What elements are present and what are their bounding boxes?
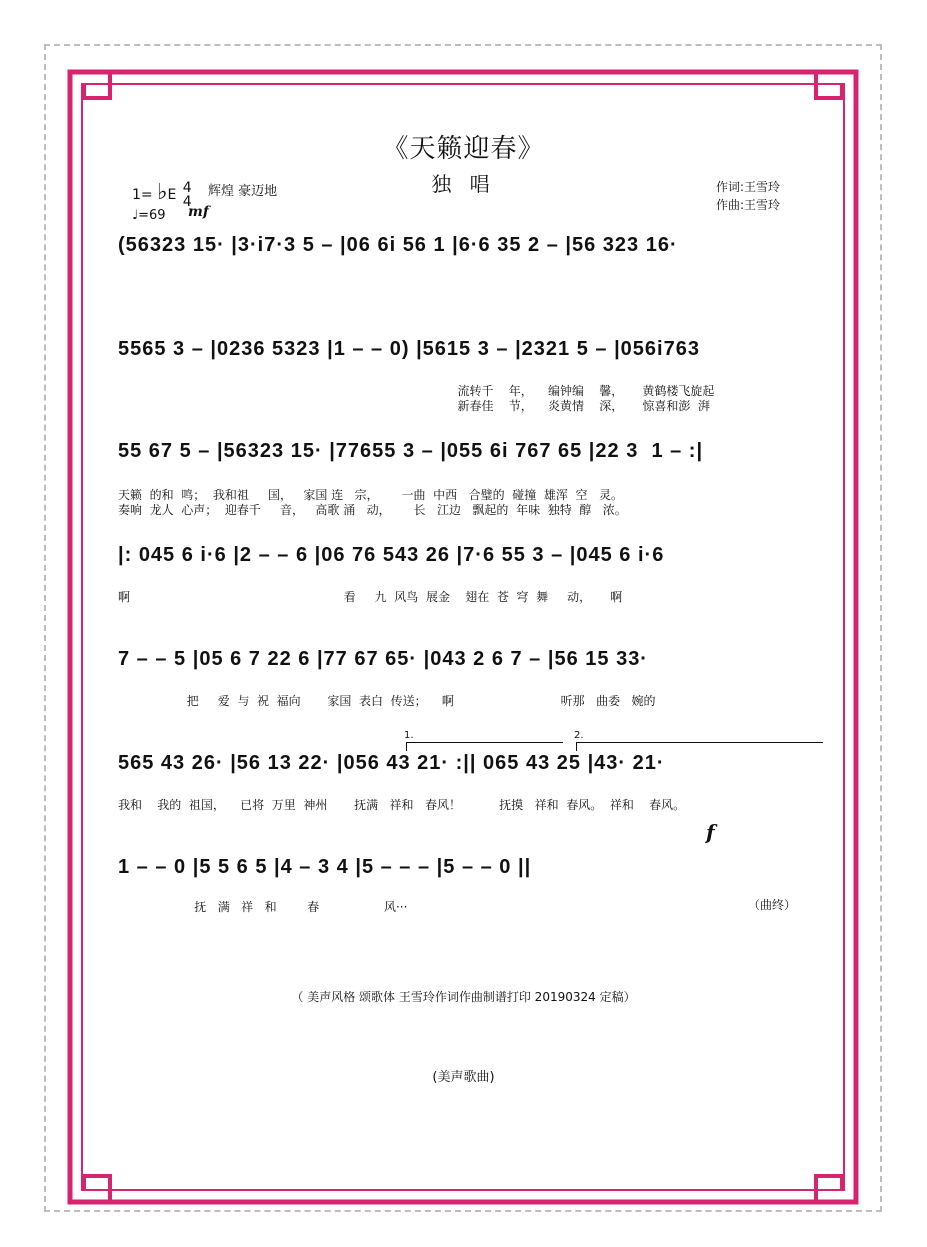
score-row-4: |: 045 6 i·6 |2 – – 6 |06 76 543 26 |7·6 55 3 – |045 6 i·6: [118, 544, 665, 566]
time-signature-bottom: 4: [182, 194, 192, 210]
lyrics-row-7: 抚 满 祥 和 春 风···: [118, 900, 408, 914]
lyrics-row-2-verse-1: 流转千 年， 编钟编 馨， 黄鹤楼飞旋起: [118, 384, 715, 398]
composition-note: （ 美声风格 颂歌体 王雪玲作词作曲制谱打印 20190324 定稿）: [291, 990, 636, 1004]
lyrics-row-4: 啊 看 九 风鸟 展金 翅在 苍 穹 舞 动， 啊: [118, 590, 623, 604]
lyrics-row-3-verse-2: 奏响 龙人 心声； 迎春千 音， 高歌 涌 动， 长 江边 飘起的 年味 独特 醇 浓。: [118, 503, 627, 517]
expression-marking: 辉煌 豪迈地: [208, 184, 278, 199]
key-prefix: 1=: [132, 187, 153, 203]
score-row-3: 55 67 5 – |56323 15· |77655 3 – |055 6i 767 65 |22 3 1 – :|: [118, 440, 704, 462]
flat-sign: ♭: [157, 180, 168, 205]
composer-credit: 作曲:王雪玲: [716, 198, 781, 212]
volta-1-bracket: [406, 742, 563, 751]
score-row-7: 1 – – 0 |5 5 6 5 |4 – 3 4 |5 – – – |5 – – 0 ||: [118, 856, 532, 878]
volta-2: 2.: [574, 730, 584, 741]
lyrics-row-5: 把 爱 与 祝 福向 家国 表白 传送； 啊 听那 曲委 婉的: [118, 694, 656, 708]
score-row-5: 7 – – 5 |05 6 7 22 6 |77 67 65· |043 2 6 7 – |56 15 33·: [118, 648, 648, 670]
volta-2-bracket: [576, 742, 823, 751]
performance-type: 独 唱: [431, 172, 496, 196]
lyrics-row-2-verse-2: 新春佳 节， 炎黄情 深， 惊喜和澎 湃: [118, 399, 710, 413]
score-row-2: 5565 3 – |0236 5323 |1 – – 0) |5615 3 – |2321 5 – |056i763: [118, 338, 700, 360]
score-row-1: (56323 15· |3·i7·3 5 – |06 6i 56 1 |6·6 35 2 – |56 323 16·: [118, 234, 678, 256]
lyrics-row-3-verse-1: 天籁 的和 鸣； 我和祖 国， 家国 连 宗， 一曲 中西 合璧的 碰撞 雄浑 空 灵。: [118, 488, 623, 502]
tempo-marking: ♩=69: [132, 208, 166, 223]
ending-mark: （曲终）: [748, 898, 797, 912]
lyrics-row-6: 我和 我的 祖国， 已将 万里 神州 抚满 祥和 春风！ 抚摸 祥和 春风。 祥和 春风。: [118, 798, 686, 812]
dynamic-f: f: [706, 820, 715, 844]
lyricist-credit: 作词:王雪玲: [716, 180, 781, 194]
key-signature: [132, 180, 192, 209]
key-letter: E: [167, 187, 177, 203]
dynamic-mf: mf: [188, 204, 209, 220]
song-title: 《天籁迎春》: [382, 134, 545, 164]
score-row-6: 565 43 26· |56 13 22· |056 43 21· :|| 065 43 25 |43· 21·: [118, 752, 665, 774]
time-signature-top: 4: [182, 180, 192, 196]
genre-label: (美声歌曲): [432, 1070, 495, 1085]
volta-1: 1.: [404, 730, 414, 741]
